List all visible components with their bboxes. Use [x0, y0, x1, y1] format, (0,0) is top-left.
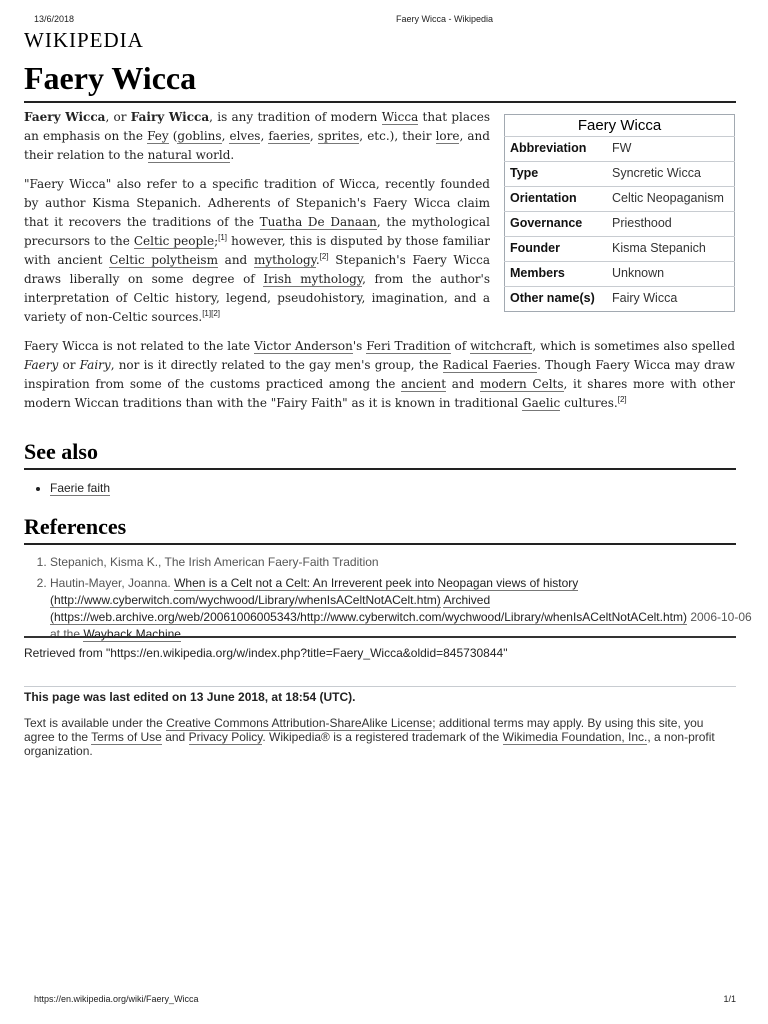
- reference-item: [50, 575, 762, 643]
- infobox-value: Priesthood: [607, 212, 735, 237]
- citation[interactable]: [1]: [218, 233, 228, 242]
- reference-author: Hautin-Mayer, Joanna.: [50, 576, 175, 590]
- reference-text: Stepanich, Kisma K., The Irish American Faery-Faith Tradition: [50, 555, 379, 569]
- citation[interactable]: [2]: [319, 252, 329, 261]
- reference-item: [50, 554, 762, 571]
- text: , which is sometimes also spelled: [532, 339, 736, 353]
- infobox-value: Celtic Neopaganism: [607, 187, 735, 212]
- infobox-row: [505, 237, 735, 262]
- text: .: [230, 148, 235, 162]
- text: , nor is it directly related to the gay men's group, the: [110, 358, 443, 372]
- archived-link[interactable]: Archived (https://web.archive.org/web/20061006005343/http://www.cyberwitch.com/wychwood/Library/whenIsACeltNotACelt.htm): [50, 593, 687, 624]
- text: Stepanich's Faery Wicca draws liberally on some degree of: [24, 253, 490, 286]
- link-wicca[interactable]: Wicca: [381, 110, 419, 124]
- license-notice: [24, 716, 736, 758]
- text: that places an emphasis on the: [24, 110, 490, 143]
- link-fey[interactable]: Fey: [147, 129, 169, 143]
- infobox-row: [505, 162, 735, 187]
- print-header: [24, 14, 744, 26]
- text: and: [161, 730, 189, 744]
- list-item: [50, 480, 110, 497]
- link-goblins[interactable]: goblins: [177, 129, 222, 143]
- text: ,: [221, 129, 230, 143]
- citation[interactable]: [2]: [617, 395, 627, 404]
- text: Faery Wicca is not related to the late: [24, 339, 255, 353]
- infobox-value: Fairy Wicca: [607, 287, 735, 312]
- link-celtic-people[interactable]: Celtic people: [133, 234, 215, 248]
- infobox-key: Orientation: [505, 187, 608, 212]
- link-terms-of-use[interactable]: Terms of Use: [91, 730, 162, 744]
- link-victor-anderson[interactable]: Victor Anderson: [254, 339, 353, 353]
- text: , the mythological precursors to the: [24, 215, 491, 248]
- article-body: [24, 108, 735, 423]
- link-tuatha-de-danaan[interactable]: Tuatha De Danaan: [259, 215, 377, 229]
- text: , a non-profit organization.: [24, 730, 715, 758]
- infobox-row: [505, 137, 735, 162]
- link-ancient[interactable]: ancient: [400, 377, 447, 391]
- infobox-title: Faery Wicca: [504, 114, 735, 136]
- link-radical-faeries[interactable]: Radical Faeries: [442, 358, 538, 372]
- text: however, this is disputed by those familiar with ancient: [24, 234, 491, 267]
- text: ; additional terms may apply. By using this site, you agree to the: [24, 716, 704, 744]
- link-sprites[interactable]: sprites: [317, 129, 360, 143]
- print-title: Faery Wicca - Wikipedia: [396, 14, 494, 24]
- link-gaelic[interactable]: Gaelic: [522, 396, 561, 410]
- text: ,: [309, 129, 318, 143]
- text: .: [180, 627, 185, 641]
- link-privacy-policy[interactable]: Privacy Policy: [188, 730, 263, 744]
- text: , is any tradition of modern: [209, 110, 382, 124]
- divider: [24, 636, 736, 638]
- retrieved-from: Retrieved from "https://en.wikipedia.org/w/index.php?title=Faery_Wicca&oldid=845730844": [24, 646, 508, 660]
- print-date: 13/6/2018: [34, 14, 75, 24]
- link-feri-tradition[interactable]: Feri Tradition: [366, 339, 451, 353]
- link-faeries[interactable]: faeries: [268, 129, 310, 143]
- link-wikimedia-foundation[interactable]: Wikimedia Foundation, Inc.: [502, 730, 648, 744]
- last-edited: This page was last edited on 13 June 2018, at 18:54 (UTC).: [24, 690, 356, 704]
- infobox-row: [505, 187, 735, 212]
- infobox: [504, 114, 735, 312]
- text: . Wikipedia® is a registered trademark of the: [262, 730, 503, 744]
- references-heading: References: [24, 513, 736, 545]
- text: of: [450, 339, 471, 353]
- text: , it shares more with other modern Wiccan traditions than with the "Fairy Faith" as it is known in traditional: [24, 377, 735, 410]
- infobox-value: Unknown: [607, 262, 735, 287]
- text: ,: [260, 129, 269, 143]
- text: and: [217, 253, 254, 267]
- wayback-machine-link[interactable]: Wayback Machine: [83, 627, 181, 641]
- infobox-row: [505, 262, 735, 287]
- text: Text is available under the: [24, 716, 167, 730]
- text: , or: [105, 110, 131, 124]
- infobox-value: Kisma Stepanich: [607, 237, 735, 262]
- references-list: [24, 554, 762, 647]
- see-also-heading: See also: [24, 438, 736, 470]
- bold-term: Faery Wicca: [24, 110, 106, 124]
- text: and: [446, 377, 480, 391]
- link-mythology[interactable]: mythology: [253, 253, 316, 267]
- italic-term: Fairy: [79, 358, 111, 372]
- text: .: [315, 253, 320, 267]
- text: , from the author's interpretation of Celtic history, legend, pseudohistory, imagination, and a variety of non-Celtic sources.: [24, 272, 490, 324]
- infobox-key: Founder: [505, 237, 608, 262]
- reference-date: 2006-10-06 at the: [50, 610, 752, 641]
- bold-term: Fairy Wicca: [130, 110, 210, 124]
- text: . Though Faery Wicca may draw inspiration from some of the customs practiced among the: [24, 358, 735, 391]
- print-url: https://en.wikipedia.org/wiki/Faery_Wicca: [34, 994, 199, 1004]
- link-irish-mythology[interactable]: Irish mythology: [263, 272, 363, 286]
- infobox-key: Type: [505, 162, 608, 187]
- infobox-key: Other name(s): [505, 287, 608, 312]
- link-cc-license[interactable]: Creative Commons Attribution-ShareAlike License: [166, 716, 433, 730]
- text: 's: [352, 339, 367, 353]
- see-also-list: [24, 480, 110, 497]
- infobox-row: [505, 287, 735, 312]
- divider: [24, 686, 736, 687]
- wikipedia-wordmark[interactable]: WIKIPEDIA: [24, 28, 144, 52]
- page-number: 1/1: [723, 994, 736, 1004]
- infobox-row: [505, 212, 735, 237]
- link-elves[interactable]: elves: [229, 129, 261, 143]
- infobox-value: FW: [607, 137, 735, 162]
- paragraph-not-related: [24, 337, 735, 413]
- infobox-value: Syncretic Wicca: [607, 162, 735, 187]
- text: , etc.), their: [359, 129, 436, 143]
- link-natural-world[interactable]: natural world: [147, 148, 231, 162]
- reference-link[interactable]: When is a Celt not a Celt: An Irreverent peek into Neopagan views of history (http://www.cyberwitch.com/wychwood/Library/whenIsACeltNotACelt.htm): [50, 576, 579, 607]
- infobox-key: Governance: [505, 212, 608, 237]
- citation[interactable]: [2]: [211, 309, 221, 318]
- text: , and their relation to the: [24, 129, 490, 162]
- link-modern-celts[interactable]: modern Celts: [479, 377, 564, 391]
- italic-term: Faery: [24, 358, 59, 372]
- text: "Faery Wicca" also refer to a specific tradition of Wicca, recently founded by author Kisma Stepanich. Adherents of Stepanich's Faery Wicca claim that it recovers the traditions of the: [24, 177, 490, 229]
- infobox-key: Abbreviation: [505, 137, 608, 162]
- text: or: [58, 358, 80, 372]
- text: (: [168, 129, 178, 143]
- page-title: Faery Wicca: [24, 58, 736, 103]
- link-celtic-polytheism[interactable]: Celtic polytheism: [109, 253, 218, 267]
- text: ;: [214, 234, 219, 248]
- link-witchcraft[interactable]: witchcraft: [470, 339, 533, 353]
- print-footer: [24, 994, 736, 1006]
- link-lore[interactable]: lore: [435, 129, 460, 143]
- link-faerie-faith[interactable]: Faerie faith: [50, 481, 111, 495]
- citation[interactable]: [1]: [202, 309, 212, 318]
- text: cultures.: [560, 396, 618, 410]
- infobox-key: Members: [505, 262, 608, 287]
